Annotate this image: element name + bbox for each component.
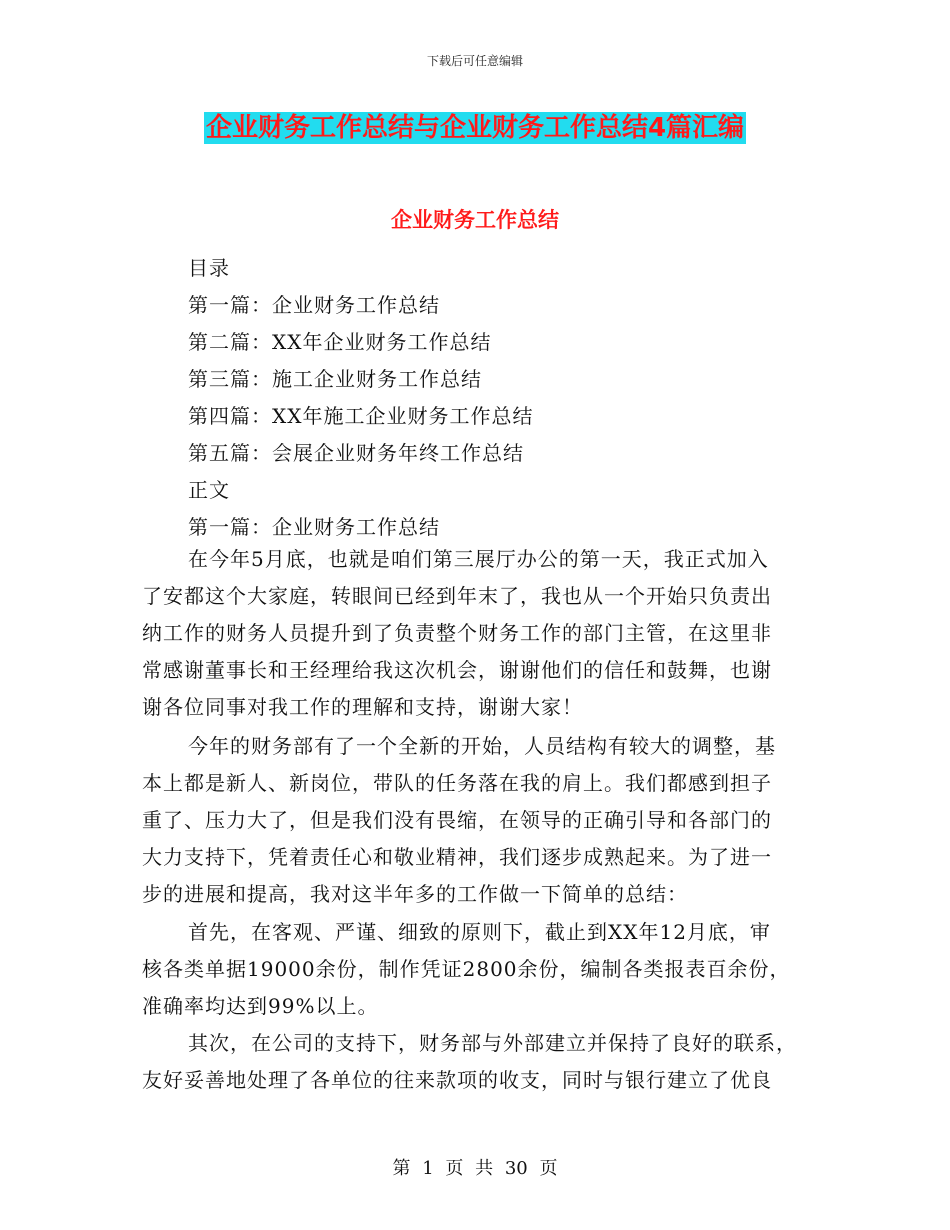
paragraph-line: 核各类单据19000余份，制作凭证2800余份，编制各类报表百余份， [142,957,791,981]
toc-item: 第二篇：XX年企业财务工作总结 [188,330,492,354]
toc-item: 第三篇：施工企业财务工作总结 [188,367,482,391]
paragraph-line: 常感谢董事长和王经理给我这次机会，谢谢他们的信任和鼓舞，也谢 [142,658,772,682]
paragraph-line: 重了、压力大了，但是我们没有畏缩，在领导的正确引导和各部门的 [142,808,772,832]
paragraph-line: 大力支持下，凭着责任心和敬业精神，我们逐步成熟起来。为了进一 [142,845,772,869]
paragraph-line: 准确率均达到99%以上。 [142,994,379,1018]
section-heading: 第一篇：企业财务工作总结 [188,515,440,539]
toc-heading: 目录 [188,256,230,280]
paragraph-line: 了安都这个大家庭，转眼间已经到年末了，我也从一个开始只负责出 [142,584,772,608]
paragraph-line: 步的进展和提高，我对这半年多的工作做一下简单的总结： [142,882,688,906]
paragraph-line: 首先，在客观、严谨、细致的原则下，截止到XX年12月底，审 [188,920,771,944]
page-footer: 第 1 页 共 30 页 [392,1158,558,1179]
paragraph-line: 其次，在公司的支持下，财务部与外部建立并保持了良好的联系， [188,1031,797,1055]
sub-title: 企业财务工作总结 [391,208,559,232]
paragraph-line: 在今年5月底，也就是咱们第三展厅办公的第一天，我正式加入 [188,547,769,571]
paragraph-line: 谢各位同事对我工作的理解和支持，谢谢大家！ [142,695,583,719]
paragraph [142,728,810,913]
toc-item: 第一篇：企业财务工作总结 [188,293,440,317]
paragraph [142,914,810,1025]
toc-item: 第五篇：会展企业财务年终工作总结 [188,441,524,465]
paragraph [142,1025,810,1099]
main-title [0,112,950,144]
body-heading: 正文 [188,478,230,502]
paragraph-line: 友好妥善地处理了各单位的往来款项的收支，同时与银行建立了优良 [142,1068,772,1092]
toc-item: 第四篇：XX年施工企业财务工作总结 [188,404,534,428]
paragraph [142,541,810,726]
paragraph-line: 纳工作的财务人员提升到了负责整个财务工作的部门主管，在这里非 [142,621,772,645]
paragraph-line: 本上都是新人、新岗位，带队的任务落在我的肩上。我们都感到担子 [142,771,772,795]
main-title-text: 企业财务工作总结与企业财务工作总结4篇汇编 [205,113,745,143]
header-note: 下载后可任意编辑 [426,54,523,68]
paragraph-line: 今年的财务部有了一个全新的开始，人员结构有较大的调整，基 [188,734,776,758]
